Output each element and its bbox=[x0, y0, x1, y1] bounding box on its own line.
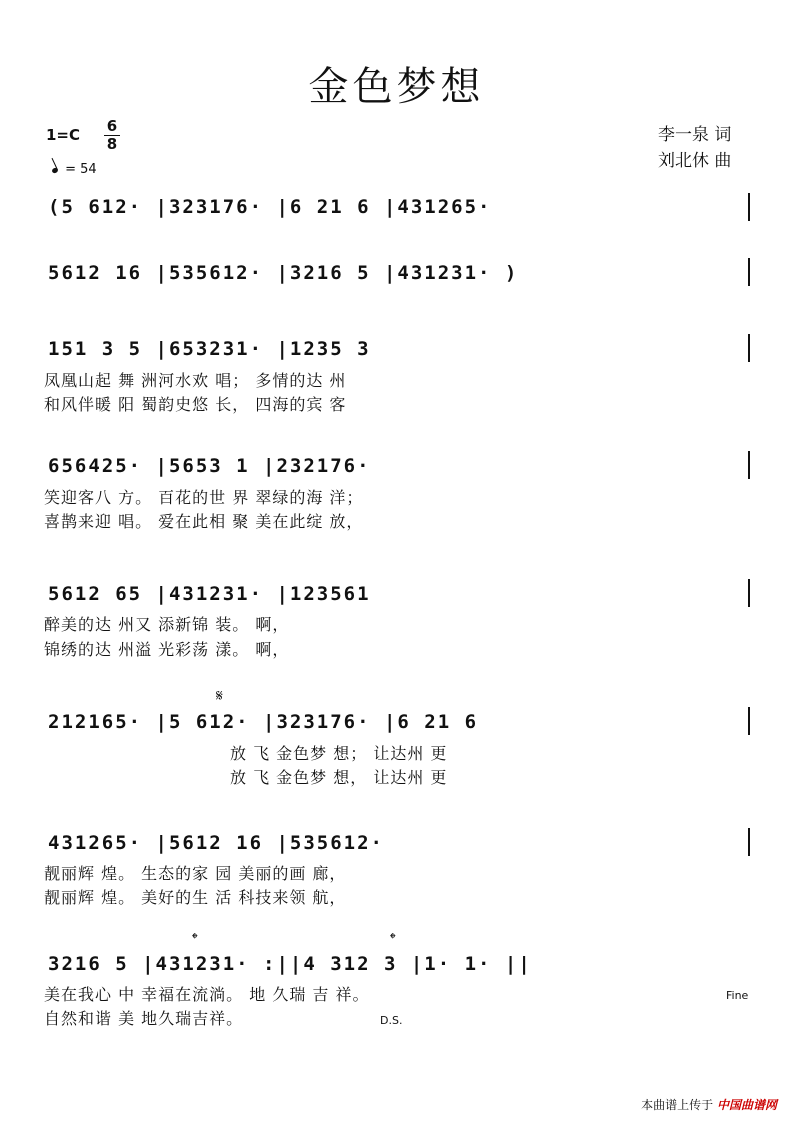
page-title: 金色梦想 bbox=[308, 64, 485, 110]
lyric-verse-2: 靓丽辉 煌。 美好的生 活 科技来领 航， bbox=[44, 888, 347, 907]
lyric-verse-1: 笑迎客八 方。 百花的世 界 翠绿的海 洋； bbox=[44, 488, 364, 507]
barline bbox=[748, 451, 750, 479]
lyric-verse-1: 放 飞 金色梦 想； 让达州 更 bbox=[230, 744, 448, 763]
barline bbox=[748, 258, 750, 286]
key-signature: 1=C bbox=[46, 126, 81, 144]
lyric-verse-2: 和风伴暖 阳 蜀韵史悠 长， 四海的宾 客 bbox=[44, 395, 347, 414]
lyricist-credit: 李一泉 词 bbox=[658, 125, 732, 145]
time-signature bbox=[104, 118, 120, 153]
score-row-7: 431265· |5612 16 |535612· bbox=[48, 832, 384, 854]
barline bbox=[748, 828, 750, 856]
coda-icon: 𝄌 bbox=[192, 929, 198, 948]
lyric-verse-2: 喜鹊来迎 唱。 爱在此相 聚 美在此绽 放， bbox=[44, 512, 364, 531]
lyric-verse-1: 凤凰山起 舞 洲河水欢 唱； 多情的达 州 bbox=[44, 371, 347, 390]
score-row-4: 656425· |5653 1 |232176· bbox=[48, 455, 371, 477]
lyric-verse-2: 锦绣的达 州溢 光彩荡 漾。 啊， bbox=[44, 640, 290, 659]
score-row-2: 5612 16 |535612· |3216 5 |431231· ) bbox=[48, 262, 519, 284]
barline bbox=[748, 579, 750, 607]
lyric-verse-2: 放 飞 金色梦 想， 让达州 更 bbox=[230, 768, 448, 787]
segno-icon: 𝄋 bbox=[216, 686, 223, 705]
tempo-value: = 54 bbox=[65, 162, 97, 177]
score-row-6: 212165· |5 612· |323176· |6 21 6 bbox=[48, 711, 479, 733]
tempo-marking bbox=[52, 162, 97, 177]
score-row-1: (5 612· |323176· |6 21 6 |431265· bbox=[48, 196, 492, 218]
time-numerator: 6 bbox=[106, 117, 118, 135]
lyric-verse-2: 自然和谐 美 地久瑞吉祥。 bbox=[44, 1009, 244, 1028]
lyric-verse-1: 醉美的达 州又 添新锦 装。 啊， bbox=[44, 615, 290, 634]
barline bbox=[748, 334, 750, 362]
score-row-3: 151 3 5 |653231· |1235 3 bbox=[48, 338, 371, 360]
footer-credit bbox=[641, 1096, 777, 1113]
site-logo: 中国曲谱网 bbox=[716, 1098, 777, 1112]
barline bbox=[748, 193, 750, 221]
lyric-verse-1: 美在我心 中 幸福在流淌。 地 久瑞 吉 祥。 bbox=[44, 985, 370, 1004]
composer-credit: 刘北休 曲 bbox=[658, 151, 732, 171]
time-denominator: 8 bbox=[104, 135, 120, 153]
coda-icon: 𝄌 bbox=[390, 929, 396, 948]
lyric-verse-1: 靓丽辉 煌。 生态的家 园 美丽的画 廊， bbox=[44, 864, 347, 883]
quarter-note-icon bbox=[51, 167, 59, 174]
ds-marking: D.S. bbox=[380, 1014, 403, 1027]
fine-marking: Fine bbox=[726, 989, 749, 1002]
score-row-8: 3216 5 |431231· :||4 312 3 |1· 1· || bbox=[48, 953, 532, 975]
footer-text: 本曲谱上传于 bbox=[641, 1098, 714, 1112]
barline bbox=[748, 707, 750, 735]
score-row-5: 5612 65 |431231· |123561 bbox=[48, 583, 371, 605]
